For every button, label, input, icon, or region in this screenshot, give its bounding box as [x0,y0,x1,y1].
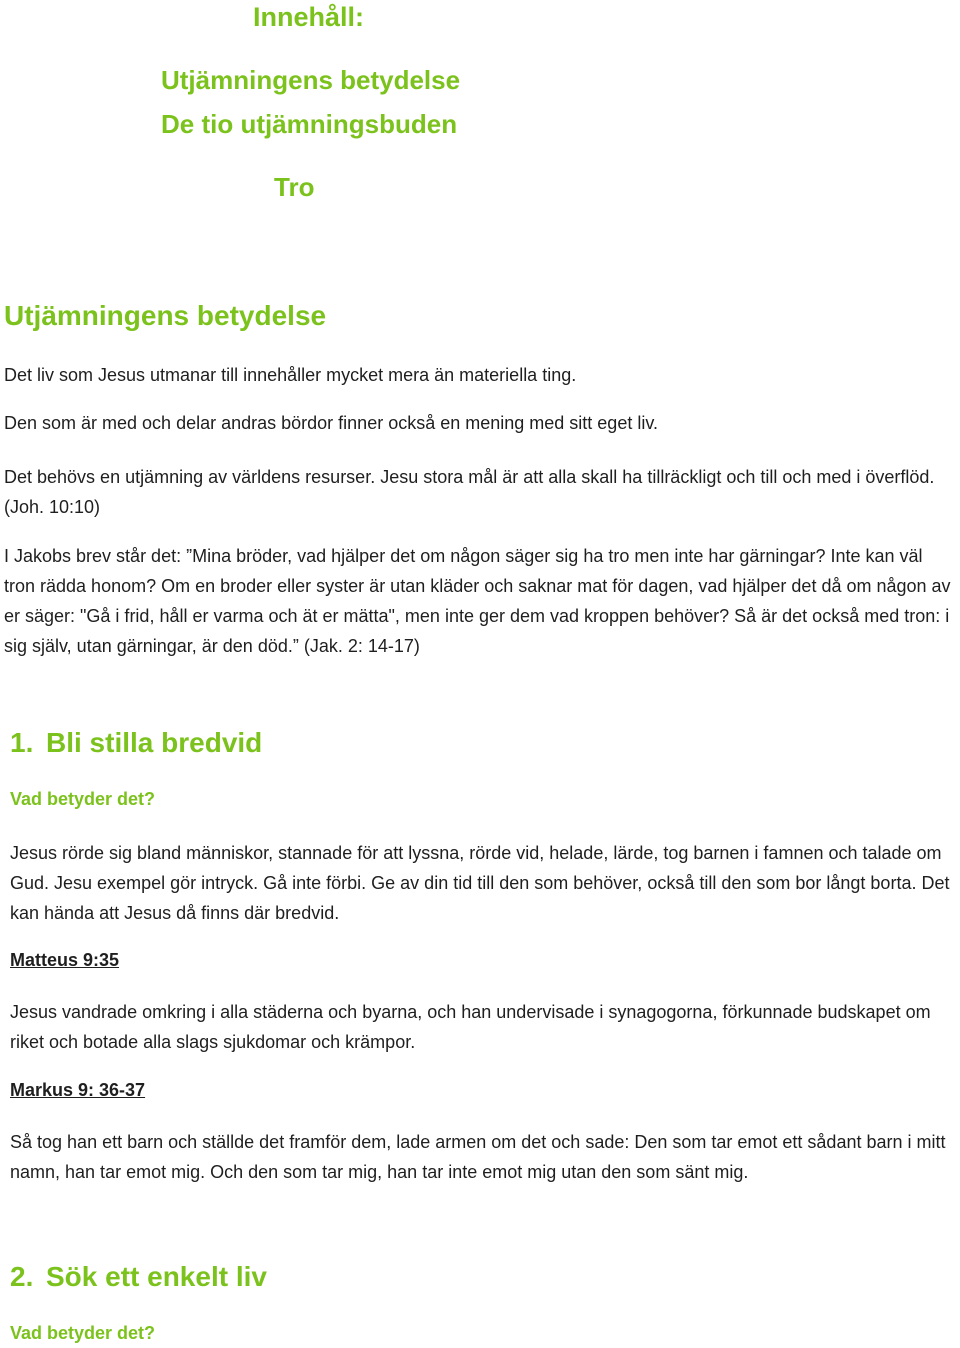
point-number: 2. [10,1261,34,1292]
point-heading-2 [10,1261,267,1293]
point-paragraph: Jesus rörde sig bland människor, stannade för att lyssna, rörde vid, helade, lärde, tog barnen i famnen och talade om Gud. Jesu exempel gör intryck. Gå inte förbi. Ge av din tid till den som behöver, också till den som bor långt borta. Det kan hända att Jesus då finns där bredvid. [10,843,950,923]
toc-item-tro[interactable]: Tro [274,172,315,202]
section-paragraph: Det liv som Jesus utmanar till innehåller mycket mera än materiella ting. [4,365,577,385]
section-paragraph-quote: I Jakobs brev står det: ”Mina bröder, vad hjälper det om någon säger sig ha tro men inte har gärningar? Inte kan väl tron rädda honom? Om en broder eller syster är utan kläder och saknar mat för dagen, vad hjälper det då om någon av er säger: "Gå i frid, håll er varma och ät er mätta", men inte ger dem vad kroppen behöver? Så är det också med tron: i sig själv, utan gärningar, är den död.” (Jak. 2: 14-17) [4,546,951,656]
point-title: Bli stilla bredvid [46,727,263,758]
toc-title: Innehåll: [253,2,365,32]
scripture-reference: Markus 9: 36-37 [10,1080,146,1100]
scripture-text: Så tog han ett barn och ställde det framför dem, lade armen om det och sade: Den som tar emot ett sådant barn i mitt namn, han tar emot mig. Och den som tar mig, han tar inte emot mig utan den som sänt mig. [10,1132,946,1182]
toc-item-tio-utjamningsbuden[interactable]: De tio utjämningsbuden [161,109,458,139]
scripture-reference: Matteus 9:35 [10,950,120,970]
section-heading: Utjämningens betydelse [4,300,327,331]
point-heading-1 [10,727,262,759]
point-subheading: Vad betyder det? [10,1323,156,1343]
section-paragraph: Det behövs en utjämning av världens resurser. Jesu stora mål är att alla skall ha tillräckligt och till och med i överflöd. (Joh. 10:10) [4,467,935,517]
point-title: Sök ett enkelt liv [46,1261,267,1292]
point-subheading: Vad betyder det? [10,789,156,809]
scripture-text: Jesus vandrade omkring i alla städerna och byarna, och han undervisade i synagogorna, förkunnade budskapet om riket och botade alla slags sjukdomar och krämpor. [10,1002,931,1052]
toc-item-utjamningens-betydelse[interactable]: Utjämningens betydelse [161,65,461,95]
point-number: 1. [10,727,34,758]
section-paragraph: Den som är med och delar andras bördor finner också en mening med sitt eget liv. [4,413,658,433]
